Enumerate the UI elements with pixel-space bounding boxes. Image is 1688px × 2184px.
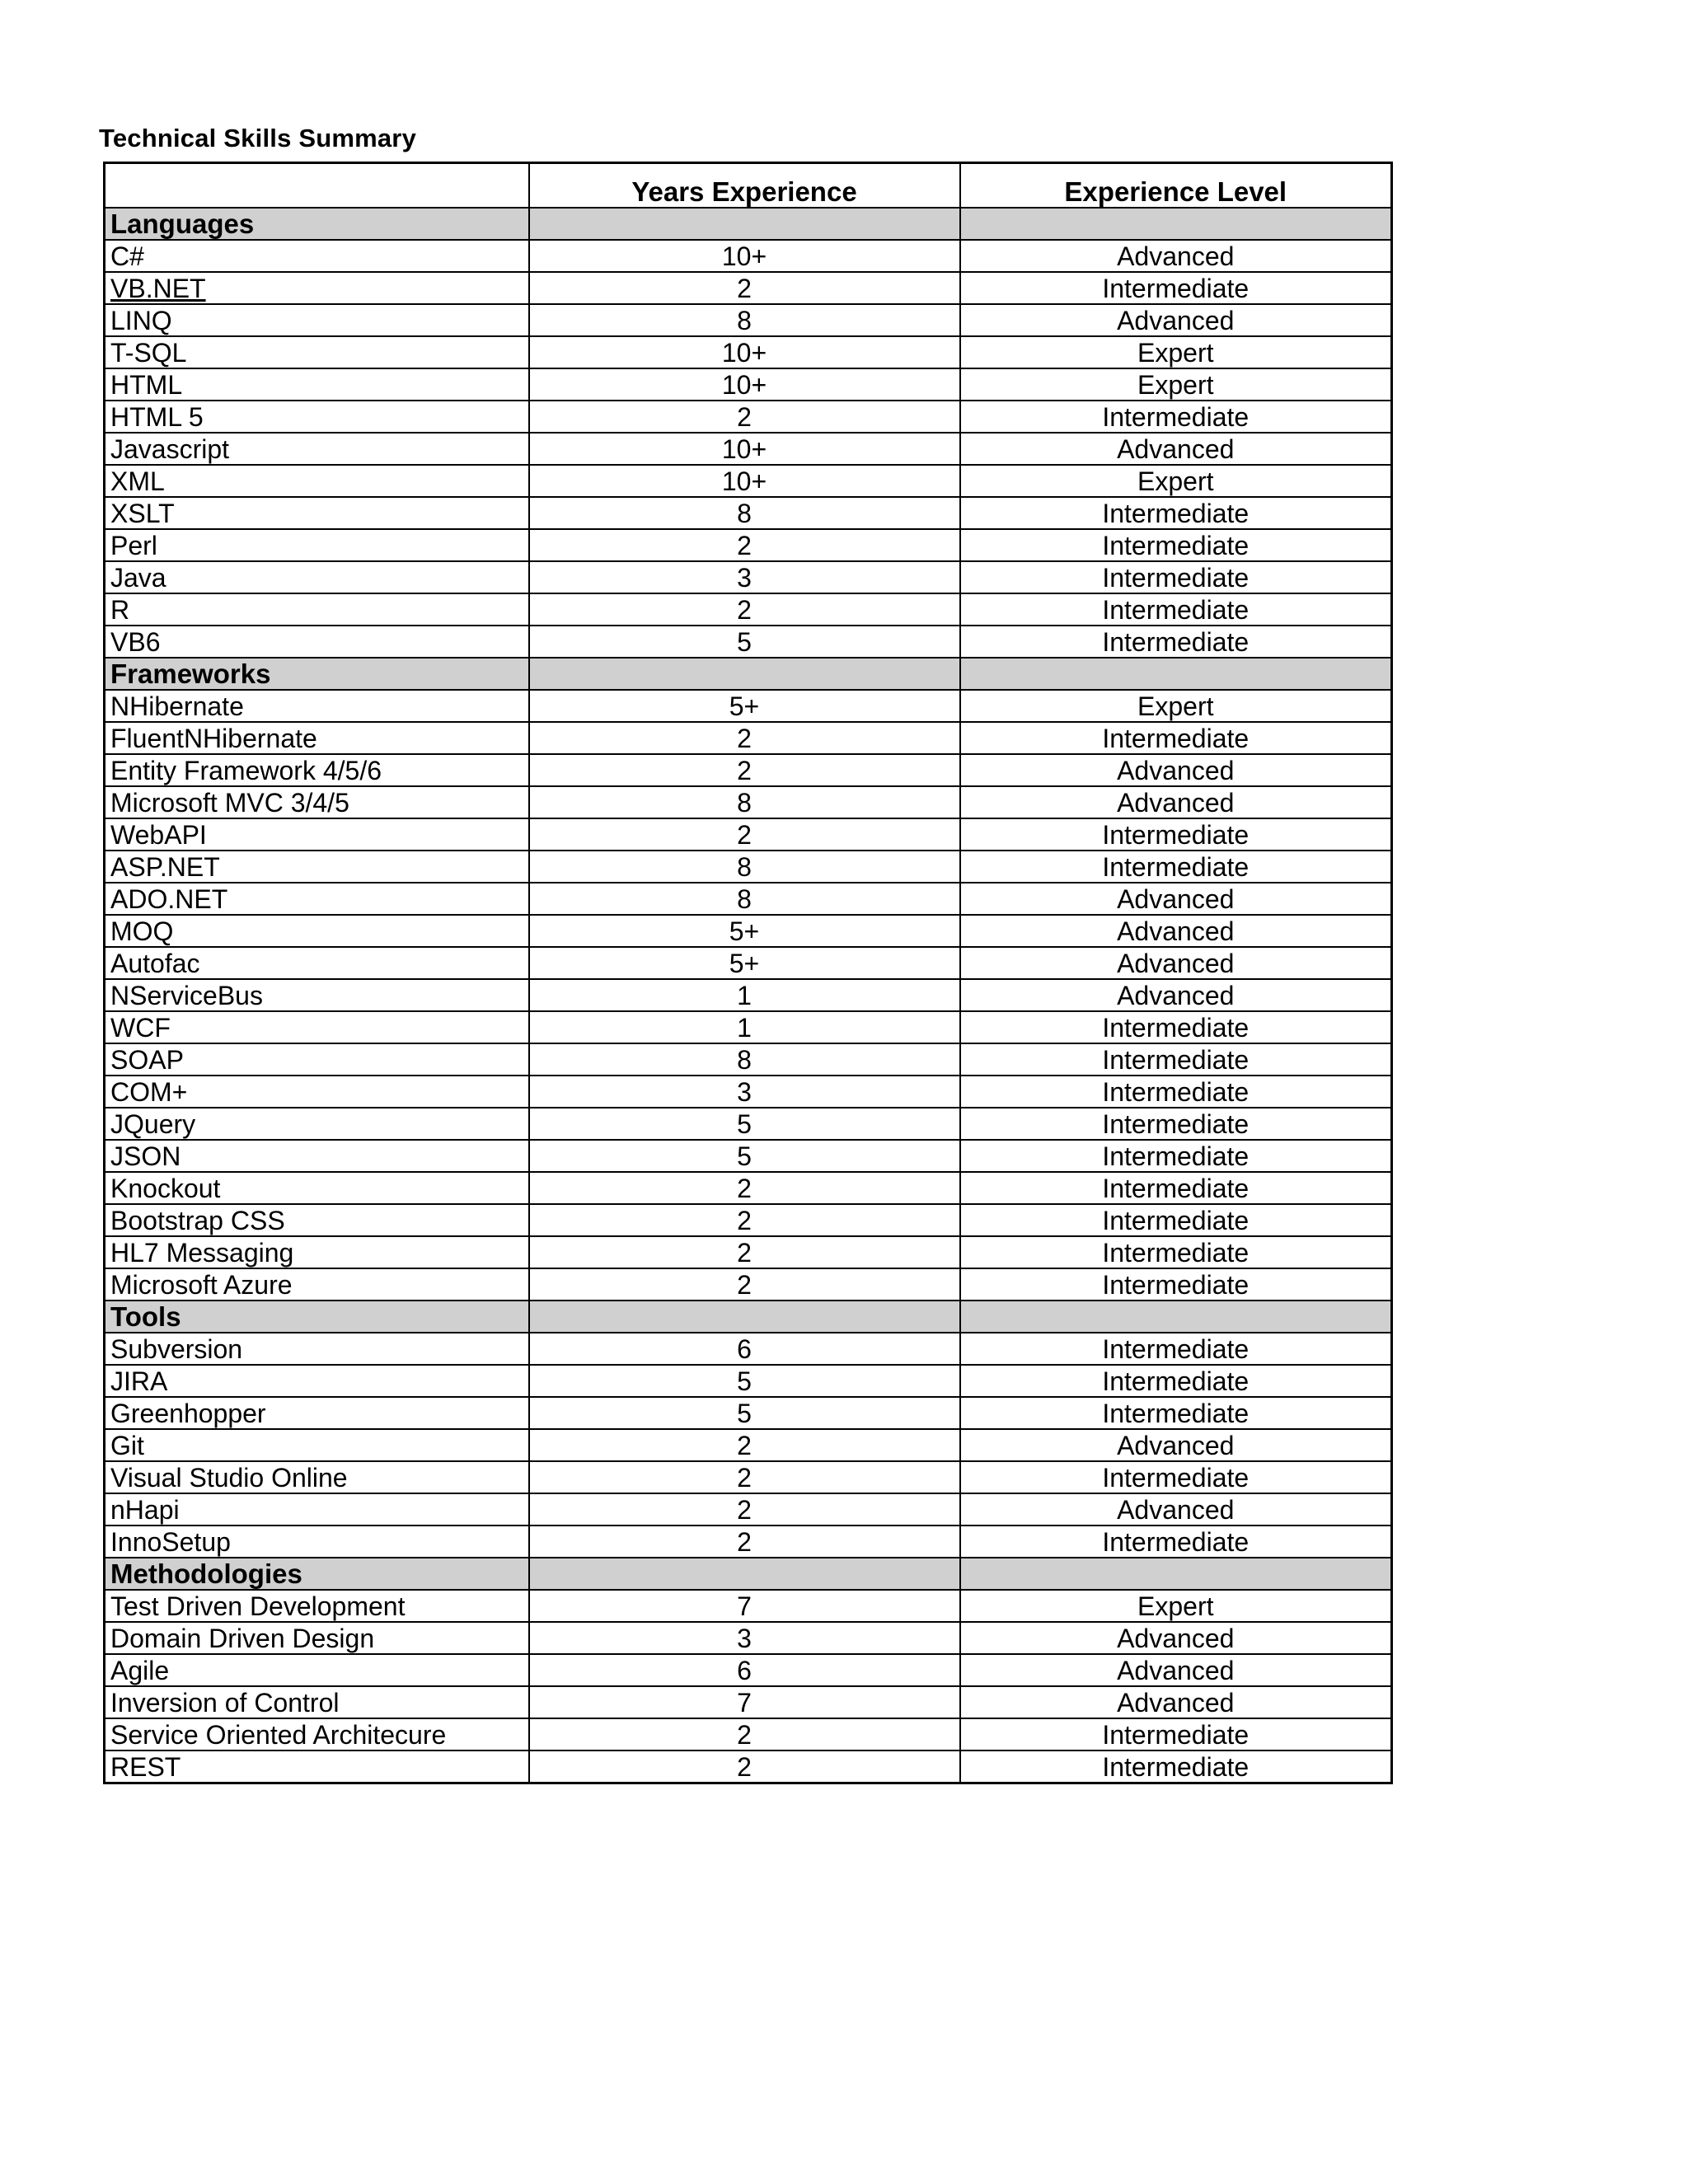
experience-level-cell: Intermediate [960,1140,1392,1172]
years-experience-cell: 10+ [529,433,960,465]
table-row [105,1397,1392,1429]
skill-name-cell: nHapi [105,1493,529,1526]
years-experience-cell: 2 [529,1172,960,1204]
experience-level-cell: Intermediate [960,1461,1392,1493]
table-row [105,304,1392,336]
experience-level-cell: Advanced [960,786,1392,818]
skill-name-cell: Java [105,561,529,593]
years-experience-cell: 2 [529,754,960,786]
skill-name-cell: REST [105,1750,529,1783]
years-experience-cell: 3 [529,1076,960,1108]
experience-level-cell: Intermediate [960,1108,1392,1140]
table-row [105,1622,1392,1654]
header-skill [105,163,529,209]
years-experience-cell: 2 [529,529,960,561]
years-experience-cell: 1 [529,979,960,1011]
skill-name-cell: HL7 Messaging [105,1236,529,1268]
section-header-row [105,1301,1392,1333]
skill-name-cell: C# [105,240,529,272]
experience-level-cell: Expert [960,368,1392,401]
experience-level-cell: Intermediate [960,1076,1392,1108]
section-title: Languages [105,208,529,240]
skill-name-cell: JQuery [105,1108,529,1140]
section-title: Methodologies [105,1558,529,1590]
experience-level-cell: Intermediate [960,1268,1392,1301]
years-experience-cell: 2 [529,1204,960,1236]
skill-name-cell: MOQ [105,915,529,947]
table-row [105,626,1392,658]
skill-name-cell: Service Oriented Architecure [105,1718,529,1750]
years-experience-cell: 5 [529,1365,960,1397]
table-row [105,529,1392,561]
section-header-row [105,208,1392,240]
experience-level-cell: Advanced [960,240,1392,272]
skill-name-cell: JIRA [105,1365,529,1397]
experience-level-cell: Intermediate [960,1236,1392,1268]
experience-level-cell: Intermediate [960,1397,1392,1429]
experience-level-cell: Intermediate [960,1333,1392,1365]
table-header-row [105,163,1392,209]
years-experience-cell: 2 [529,1526,960,1558]
section-header-row [105,658,1392,690]
experience-level-cell: Intermediate [960,818,1392,851]
years-experience-cell: 1 [529,1011,960,1043]
skill-name-cell: COM+ [105,1076,529,1108]
years-experience-cell: 2 [529,401,960,433]
experience-level-cell: Expert [960,465,1392,497]
years-experience-cell: 7 [529,1686,960,1718]
section-header-row [105,1558,1392,1590]
years-experience-cell: 2 [529,722,960,754]
experience-level-cell: Intermediate [960,1750,1392,1783]
years-experience-cell: 5+ [529,690,960,722]
years-experience-cell: 2 [529,1268,960,1301]
skill-name-cell: Visual Studio Online [105,1461,529,1493]
table-row [105,401,1392,433]
table-row [105,1043,1392,1076]
years-experience-cell: 2 [529,272,960,304]
table-row [105,368,1392,401]
table-row [105,433,1392,465]
skill-name-cell: XML [105,465,529,497]
years-experience-cell: 2 [529,1429,960,1461]
skill-name-cell: ASP.NET [105,851,529,883]
experience-level-cell: Advanced [960,1622,1392,1654]
skill-name-cell: Test Driven Development [105,1590,529,1622]
table-row [105,883,1392,915]
table-row [105,1461,1392,1493]
experience-level-cell: Advanced [960,883,1392,915]
experience-level-cell: Intermediate [960,272,1392,304]
skill-name-cell: Greenhopper [105,1397,529,1429]
experience-level-cell: Intermediate [960,1011,1392,1043]
years-experience-cell: 8 [529,1043,960,1076]
table-row [105,1718,1392,1750]
skill-name-cell: T-SQL [105,336,529,368]
years-experience-cell: 6 [529,1333,960,1365]
years-experience-cell: 10+ [529,368,960,401]
years-experience-cell: 8 [529,497,960,529]
experience-level-cell: Intermediate [960,722,1392,754]
experience-level-cell: Expert [960,336,1392,368]
skill-name-cell: WCF [105,1011,529,1043]
table-row [105,561,1392,593]
experience-level-cell: Advanced [960,1686,1392,1718]
years-experience-cell: 5+ [529,947,960,979]
years-experience-cell: 8 [529,851,960,883]
table-row [105,1333,1392,1365]
skill-name-cell: HTML [105,368,529,401]
table-row [105,1654,1392,1686]
table-row [105,1204,1392,1236]
skill-name-cell: JSON [105,1140,529,1172]
table-row [105,1140,1392,1172]
years-experience-cell: 2 [529,1236,960,1268]
skill-name-cell: R [105,593,529,626]
table-row [105,979,1392,1011]
table-row [105,1686,1392,1718]
table-row [105,1108,1392,1140]
skill-name-cell: HTML 5 [105,401,529,433]
years-experience-cell: 8 [529,304,960,336]
experience-level-cell: Advanced [960,433,1392,465]
experience-level-cell: Intermediate [960,1204,1392,1236]
years-experience-cell: 5 [529,626,960,658]
skill-name-cell: Git [105,1429,529,1461]
section-title: Frameworks [105,658,529,690]
years-experience-cell: 2 [529,1493,960,1526]
experience-level-cell: Intermediate [960,561,1392,593]
years-experience-cell: 8 [529,786,960,818]
table-row [105,851,1392,883]
table-row [105,240,1392,272]
years-experience-cell: 2 [529,1750,960,1783]
years-experience-cell: 6 [529,1654,960,1686]
experience-level-cell: Intermediate [960,529,1392,561]
skill-name-cell: Javascript [105,433,529,465]
experience-level-cell: Advanced [960,915,1392,947]
table-row [105,690,1392,722]
experience-level-cell: Intermediate [960,851,1392,883]
skill-name-cell: NServiceBus [105,979,529,1011]
experience-level-cell: Advanced [960,1654,1392,1686]
table-row [105,1268,1392,1301]
table-row [105,336,1392,368]
section-years-cell [529,208,960,240]
skill-name-cell: Subversion [105,1333,529,1365]
table-row [105,1429,1392,1461]
table-row [105,947,1392,979]
section-years-cell [529,1558,960,1590]
experience-level-cell: Advanced [960,1429,1392,1461]
section-years-cell [529,1301,960,1333]
table-row [105,1365,1392,1397]
experience-level-cell: Intermediate [960,497,1392,529]
skill-name-cell: Microsoft Azure [105,1268,529,1301]
skill-name-cell: Inversion of Control [105,1686,529,1718]
table-row [105,1590,1392,1622]
skill-name-cell: Bootstrap CSS [105,1204,529,1236]
section-years-cell [529,658,960,690]
years-experience-cell: 2 [529,1461,960,1493]
section-level-cell [960,658,1392,690]
years-experience-cell: 3 [529,561,960,593]
years-experience-cell: 10+ [529,336,960,368]
experience-level-cell: Advanced [960,1493,1392,1526]
years-experience-cell: 5 [529,1108,960,1140]
skill-name-cell: Entity Framework 4/5/6 [105,754,529,786]
years-experience-cell: 5+ [529,915,960,947]
experience-level-cell: Intermediate [960,1526,1392,1558]
experience-level-cell: Intermediate [960,401,1392,433]
table-row [105,915,1392,947]
experience-level-cell: Advanced [960,754,1392,786]
table-row [105,497,1392,529]
skills-table-body [105,163,1392,1783]
table-row [105,465,1392,497]
table-row [105,754,1392,786]
header-experience-level: Experience Level [960,163,1392,209]
table-row [105,1526,1392,1558]
experience-level-cell: Intermediate [960,1043,1392,1076]
table-row [105,786,1392,818]
header-years-experience: Years Experience [529,163,960,209]
table-row [105,1493,1392,1526]
section-title: Tools [105,1301,529,1333]
skill-name-cell: ADO.NET [105,883,529,915]
experience-level-cell: Advanced [960,304,1392,336]
experience-level-cell: Intermediate [960,1365,1392,1397]
experience-level-cell: Intermediate [960,1172,1392,1204]
years-experience-cell: 7 [529,1590,960,1622]
experience-level-cell: Intermediate [960,1718,1392,1750]
table-row [105,1236,1392,1268]
skill-name-cell: WebAPI [105,818,529,851]
experience-level-cell: Advanced [960,979,1392,1011]
years-experience-cell: 2 [529,818,960,851]
table-row [105,272,1392,304]
skill-name-cell: Microsoft MVC 3/4/5 [105,786,529,818]
skill-name-cell: VB.NET [105,272,529,304]
years-experience-cell: 10+ [529,240,960,272]
years-experience-cell: 10+ [529,465,960,497]
table-row [105,722,1392,754]
skill-name-cell: Domain Driven Design [105,1622,529,1654]
skill-name-cell: InnoSetup [105,1526,529,1558]
skill-name-cell: XSLT [105,497,529,529]
skill-name-cell: SOAP [105,1043,529,1076]
section-level-cell [960,208,1392,240]
experience-level-cell: Intermediate [960,593,1392,626]
experience-level-cell: Expert [960,690,1392,722]
table-row [105,1172,1392,1204]
years-experience-cell: 5 [529,1140,960,1172]
skill-name-cell: FluentNHibernate [105,722,529,754]
skill-name-cell: Perl [105,529,529,561]
section-level-cell [960,1301,1392,1333]
experience-level-cell: Intermediate [960,626,1392,658]
experience-level-cell: Advanced [960,947,1392,979]
years-experience-cell: 2 [529,1718,960,1750]
skill-name-cell: VB6 [105,626,529,658]
skill-name-cell: LINQ [105,304,529,336]
experience-level-cell: Expert [960,1590,1392,1622]
skill-name-cell: NHibernate [105,690,529,722]
table-row [105,593,1392,626]
table-row [105,818,1392,851]
table-row [105,1750,1392,1783]
years-experience-cell: 5 [529,1397,960,1429]
skill-name-cell: Autofac [105,947,529,979]
section-level-cell [960,1558,1392,1590]
table-row [105,1011,1392,1043]
skill-name-cell: Knockout [105,1172,529,1204]
years-experience-cell: 8 [529,883,960,915]
skill-name-cell: Agile [105,1654,529,1686]
years-experience-cell: 3 [529,1622,960,1654]
table-row [105,1076,1392,1108]
skills-table [103,162,1393,1784]
page-title: Technical Skills Summary [99,124,417,152]
years-experience-cell: 2 [529,593,960,626]
